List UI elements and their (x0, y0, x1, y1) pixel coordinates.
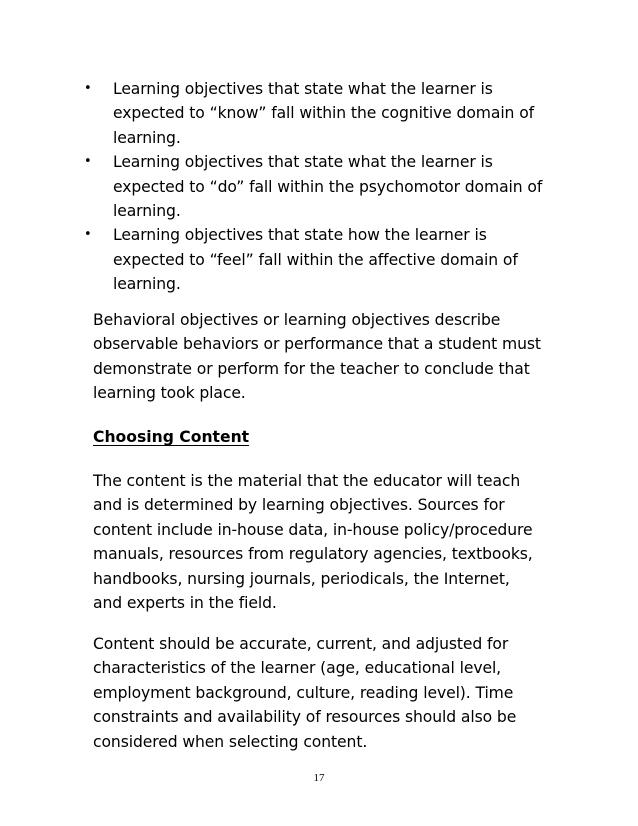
page-number: 17 (313, 772, 325, 784)
bullet-item-do (84, 150, 564, 223)
paragraph-line: and is determined by learning objectives. Sources for (93, 496, 505, 515)
content-paragraph (93, 469, 563, 615)
paragraph-line: considered when selecting content. (93, 732, 368, 751)
bullet-line: Learning objectives that state what the learner is (113, 153, 493, 172)
bullet-line: expected to “do” fall within the psychomotor domain of (113, 177, 543, 196)
paragraph-line: and experts in the field. (93, 594, 277, 613)
bullet-item-feel (84, 223, 564, 296)
paragraph-line: employment background, culture, reading level). Time (93, 683, 514, 702)
bullet-line: expected to “feel” fall within the affective domain of (113, 250, 518, 269)
paragraph-line: manuals, resources from regulatory agencies, textbooks, (93, 545, 533, 564)
paragraph-line: characteristics of the learner (age, educational level, (93, 659, 502, 678)
paragraph-line: content include in-house data, in-house policy/procedure (93, 520, 533, 539)
paragraph-line: demonstrate or perform for the teacher to conclude that (93, 359, 530, 378)
paragraph-line: handbooks, nursing journals, periodicals, the Internet, (93, 569, 510, 588)
paragraph-line: constraints and availability of resources should also be (93, 708, 517, 727)
behavioral-objectives-paragraph (93, 308, 563, 406)
bullet-item-know (84, 77, 564, 150)
content-accuracy-paragraph (93, 632, 563, 754)
bullet-line: Learning objectives that state what the learner is (113, 80, 493, 98)
bullet-line: Learning objectives that state how the learner is (113, 226, 487, 245)
bullet-list (84, 77, 564, 297)
paragraph-line: The content is the material that the educator will teach (93, 472, 521, 490)
bullet-line: learning. (113, 275, 181, 294)
paragraph-line: observable behaviors or performance that a student must (93, 335, 541, 354)
bullet-line: expected to “know” fall within the cognitive domain of (113, 104, 535, 123)
section-heading: Choosing Content (93, 428, 250, 446)
bullet-dot: • (84, 81, 92, 96)
bullet-dot: • (84, 227, 92, 243)
paragraph-line: Content should be accurate, current, and adjusted for (93, 635, 509, 653)
paragraph-line: learning took place. (93, 384, 246, 403)
paragraph-line: Behavioral objectives or learning objectives describe (93, 311, 501, 329)
bullet-line: learning. (113, 202, 181, 221)
bullet-line: learning. (113, 128, 181, 147)
bullet-dot: • (84, 154, 92, 170)
